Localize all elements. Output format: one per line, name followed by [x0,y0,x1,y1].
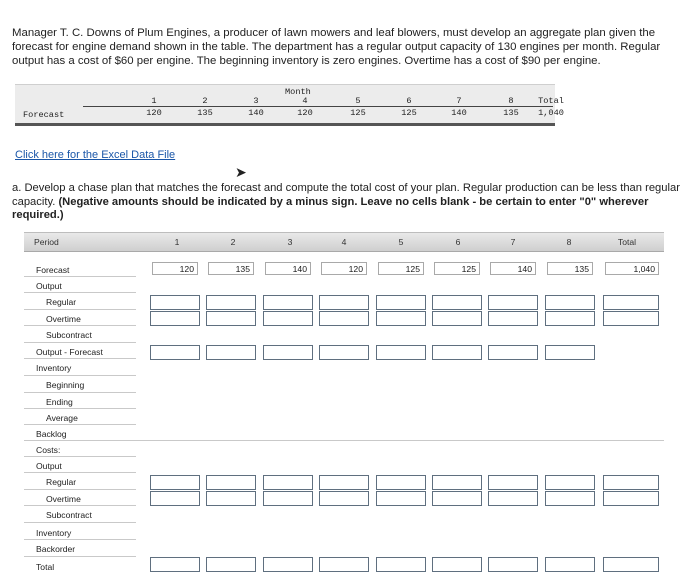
cost-regular-input[interactable] [263,475,313,490]
cost-overtime-input[interactable] [432,491,482,506]
period-7: 7 [510,237,516,247]
excel-data-file-link[interactable]: Click here for the Excel Data File [15,149,176,161]
row-divider [24,505,136,506]
forecast-header-rule [83,106,553,107]
output-regular-input[interactable] [432,295,482,310]
row-divider [24,309,136,310]
output-regular-input[interactable] [150,295,200,310]
period-8: 8 [566,237,572,247]
row-inventory-beginning: Beginning [46,380,85,390]
output-regular-input[interactable] [263,295,313,310]
question-instruction: (Negative amounts should be indicated by a minus sign. Leave no cells blank - be certain to enter "0" wherever required.) [12,195,649,221]
total-cost-input-total[interactable] [603,557,659,572]
total-cost-input[interactable] [545,557,595,572]
row-divider [24,325,136,326]
total-cost-input[interactable] [150,557,200,572]
output-minus-forecast-input[interactable] [263,345,313,360]
row-divider [24,539,136,540]
row-divider [24,424,136,425]
period-1: 1 [174,237,180,247]
output-overtime-input[interactable] [545,311,595,326]
output-minus-forecast-input[interactable] [319,345,369,360]
row-backlog: Backlog [36,429,67,439]
output-regular-input[interactable] [206,295,256,310]
cost-regular-input[interactable] [488,475,538,490]
output-overtime-input[interactable] [150,311,200,326]
row-divider [24,522,136,523]
period-6: 6 [455,237,461,247]
forecast-value: 125 [434,262,480,275]
forecast-value: 140 [490,262,536,275]
row-output: Output [36,281,62,291]
cost-regular-input[interactable] [150,475,200,490]
cost-overtime-input[interactable] [150,491,200,506]
output-regular-input-total[interactable] [603,295,659,310]
row-divider [24,342,136,343]
row-total: Total [36,562,55,572]
cost-regular-input[interactable] [432,475,482,490]
total-cost-input[interactable] [319,557,369,572]
forecast-value: 120 [321,262,367,275]
cost-overtime-input[interactable] [545,491,595,506]
output-overtime-input[interactable] [488,311,538,326]
forecast-value: 135 [208,262,254,275]
row-cost-regular: Regular [46,477,77,487]
cost-overtime-input[interactable] [376,491,426,506]
output-overtime-input[interactable] [376,311,426,326]
output-overtime-input[interactable] [206,311,256,326]
output-regular-input[interactable] [545,295,595,310]
row-divider [24,489,136,490]
row-cost-subcontract: Subcontract [46,510,92,520]
row-cost-backorder: Backorder [36,544,76,554]
row-overtime: Overtime [46,314,81,324]
output-minus-forecast-input[interactable] [545,345,595,360]
output-minus-forecast-input[interactable] [488,345,538,360]
row-inventory-ending: Ending [46,397,73,407]
forecast-value: 120 [152,262,198,275]
total-cost-input[interactable] [432,557,482,572]
cost-regular-input[interactable] [376,475,426,490]
forecast-table: Month Forecast 1 120 2 135 3 140 4 120 5 125 6 125 7 140 8 135 Total 1,040 [15,84,555,126]
output-minus-forecast-input[interactable] [432,345,482,360]
mouse-cursor-icon: ➤ [235,164,247,180]
output-minus-forecast-input[interactable] [206,345,256,360]
row-divider [24,440,664,441]
row-costs: Costs: [36,445,61,455]
row-inventory-average: Average [46,413,78,423]
output-overtime-input[interactable] [263,311,313,326]
period-3: 3 [287,237,293,247]
forecast-value: 125 [378,262,424,275]
output-overtime-input[interactable] [319,311,369,326]
total-cost-input[interactable] [206,557,256,572]
row-regular: Regular [46,297,77,307]
row-cost-overtime: Overtime [46,494,81,504]
cost-regular-input[interactable] [319,475,369,490]
cost-overtime-input[interactable] [319,491,369,506]
output-regular-input[interactable] [319,295,369,310]
row-divider [24,358,136,359]
cost-regular-input[interactable] [206,475,256,490]
forecast-month-header: Month [285,87,311,97]
period-total: Total [617,237,637,247]
row-divider [24,276,136,277]
output-regular-input[interactable] [488,295,538,310]
cost-regular-input-total[interactable] [603,475,659,490]
cost-overtime-input[interactable] [488,491,538,506]
row-forecast: Forecast [36,265,70,275]
question-part-a [12,182,697,223]
period-4: 4 [341,237,347,247]
row-divider [24,408,136,409]
row-subcontract: Subcontract [46,330,92,340]
row-cost-inventory: Inventory [36,528,72,538]
total-cost-input[interactable] [376,557,426,572]
forecast-value-total: 1,040 [605,262,659,275]
question-text: a. Develop a chase plan that matches the forecast and compute the total cost of your plan. Regular production can be less than regular capacity. [12,182,680,208]
row-divider [24,392,136,393]
cost-overtime-input[interactable] [263,491,313,506]
cost-overtime-input-total[interactable] [603,491,659,506]
row-divider [24,456,136,457]
output-overtime-input-total[interactable] [603,311,659,326]
period-5: 5 [398,237,404,247]
forecast-value: 140 [265,262,311,275]
forecast-row-label: Forecast [23,110,65,120]
total-cost-input[interactable] [488,557,538,572]
total-cost-input[interactable] [263,557,313,572]
cost-regular-input[interactable] [545,475,595,490]
output-overtime-input[interactable] [432,311,482,326]
period-header-row [24,232,664,252]
cost-overtime-input[interactable] [206,491,256,506]
output-minus-forecast-input[interactable] [376,345,426,360]
row-divider [24,292,136,293]
period-2: 2 [230,237,236,247]
problem-statement: Manager T. C. Downs of Plum Engines, a producer of lawn mowers and leaf blowers, must develop an aggregate plan given the forecast for engine demand shown in the table. The department has a regular output capacity of 130 engines per month. Regular output has a cost of $60 per engine. The beginning inventory is zero engines. Overtime has a cost of $90 per engine. [12,27,661,67]
output-minus-forecast-input[interactable] [150,345,200,360]
row-divider [24,375,136,376]
output-regular-input[interactable] [376,295,426,310]
row-output-minus-forecast: Output - Forecast [36,347,103,357]
row-inventory: Inventory [36,363,72,373]
row-cost-output: Output [36,461,62,471]
period-label: Period [34,237,59,247]
row-divider [24,472,136,473]
row-divider [24,556,136,557]
forecast-value: 135 [547,262,593,275]
